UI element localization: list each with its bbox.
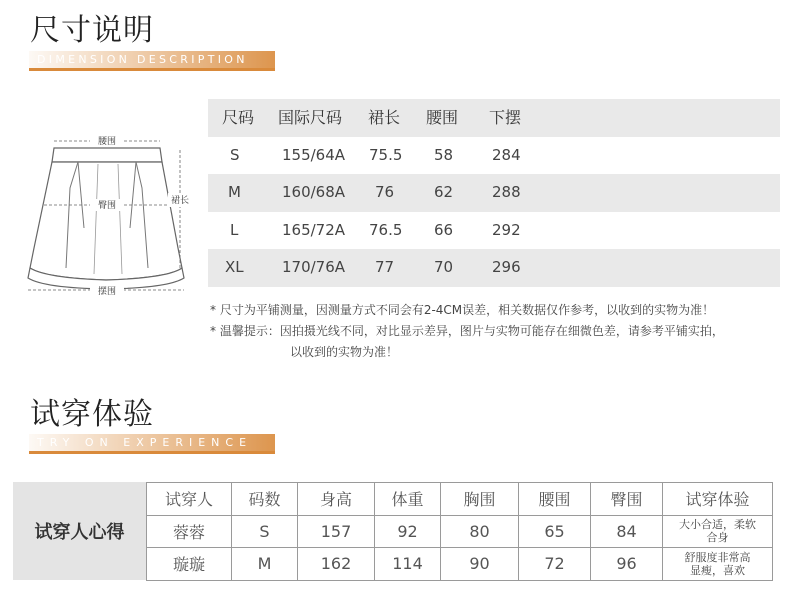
- header-tester: 试穿人: [147, 483, 232, 516]
- cell-size: S: [230, 145, 240, 164]
- cell-intl-size: 155/64A: [282, 145, 346, 164]
- cell-waist: 66: [434, 220, 454, 239]
- cell-size: XL: [225, 258, 244, 276]
- tryon-table: [146, 482, 773, 581]
- cell-intl-size: 160/68A: [282, 183, 346, 201]
- measurement-note: * 尺寸为平铺测量，因测量方式不同会有2-4CM误差，相关数据仅作参考，以收到的实物为准！: [210, 303, 715, 317]
- dimension-section-title: 尺寸说明: [30, 13, 154, 48]
- cell-weight: 92: [375, 515, 441, 548]
- dimension-section-subtitle: DIMENSION DESCRIPTION: [37, 53, 248, 66]
- header-size: 尺码: [222, 108, 255, 127]
- table-row: [208, 174, 780, 212]
- cell-length: 76.5: [369, 220, 403, 239]
- header-experience: 试穿体验: [663, 483, 773, 516]
- cell-waist: 72: [519, 548, 591, 581]
- cell-experience: 舒服度非常高显瘦，喜欢: [663, 548, 773, 581]
- cell-hem: 284: [492, 145, 521, 164]
- header-length: 裙长: [368, 108, 401, 127]
- cell-tester: 蓉蓉: [147, 515, 232, 548]
- cell-bust: 80: [441, 515, 519, 548]
- cell-hem: 288: [492, 183, 521, 201]
- cell-length: 77: [375, 258, 395, 276]
- cell-length: 76: [375, 183, 395, 201]
- dimension-table: [208, 99, 780, 287]
- cell-size: L: [230, 220, 239, 239]
- header-weight: 体重: [375, 483, 441, 516]
- header-intl-size: 国际尺码: [278, 108, 343, 127]
- tryon-section-subtitle: TRY ON EXPERIENCE: [37, 436, 253, 449]
- dimension-section-subtitle-bar: [29, 51, 275, 71]
- cell-size: M: [232, 548, 298, 581]
- skirt-body: [30, 162, 182, 280]
- table-row: [208, 249, 780, 287]
- header-hem: 下摆: [489, 108, 522, 127]
- cell-waist: 70: [434, 258, 454, 276]
- header-hip: 臀围: [591, 483, 663, 516]
- header-waist: 腰围: [426, 108, 459, 127]
- tryon-table-header: [147, 483, 773, 516]
- table-row: [208, 137, 780, 175]
- hem-label: 摆围: [97, 287, 117, 297]
- color-tip-note: * 温馨提示：因拍摄光线不同，对比显示差异，图片与实物可能存在细微色差，请参考平铺实拍，: [210, 324, 724, 338]
- cell-hem: 292: [492, 220, 521, 239]
- cell-tester: 璇璇: [147, 548, 232, 581]
- cell-size: S: [232, 515, 298, 548]
- color-tip-note-continued: 以收到的实物为准！: [290, 345, 399, 359]
- skirt-waistband: [52, 148, 162, 162]
- tryon-table-wrap: [13, 482, 778, 580]
- cell-hip: 96: [591, 548, 663, 581]
- header-height: 身高: [298, 483, 375, 516]
- cell-weight: 114: [375, 548, 441, 581]
- cell-intl-size: 165/72A: [282, 220, 346, 239]
- cell-experience: 大小合适，柔软合身: [663, 515, 773, 548]
- header-waist: 腰围: [519, 483, 591, 516]
- cell-height: 157: [298, 515, 375, 548]
- cell-waist: 58: [434, 145, 454, 164]
- tryon-side-label: 试穿人心得: [13, 482, 146, 580]
- cell-intl-size: 170/76A: [282, 258, 346, 276]
- table-row: [147, 515, 773, 548]
- skirt-diagram: [18, 128, 193, 298]
- cell-waist: 65: [519, 515, 591, 548]
- table-row: [208, 212, 780, 250]
- waist-label: 腰围: [97, 137, 117, 147]
- hip-label: 臀围: [97, 201, 117, 211]
- cell-height: 162: [298, 548, 375, 581]
- cell-size: M: [228, 183, 241, 201]
- table-row: [147, 548, 773, 581]
- tryon-section-title: 试穿体验: [30, 397, 154, 432]
- length-label: 裙长: [170, 196, 190, 206]
- header-bust: 胸围: [441, 483, 519, 516]
- cell-hem: 296: [492, 258, 521, 276]
- cell-hip: 84: [591, 515, 663, 548]
- dimension-table-header: [208, 99, 780, 137]
- tryon-section-subtitle-bar: [29, 434, 275, 454]
- header-size: 码数: [232, 483, 298, 516]
- cell-waist: 62: [434, 183, 454, 201]
- cell-bust: 90: [441, 548, 519, 581]
- cell-length: 75.5: [369, 145, 403, 164]
